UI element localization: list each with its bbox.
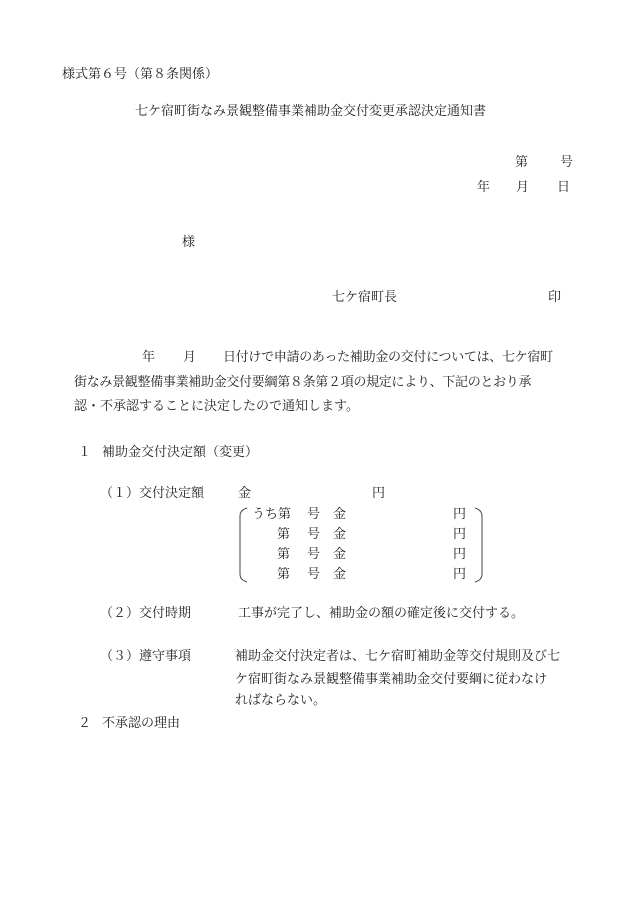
breakdown-kin: 金 <box>333 567 347 582</box>
item1-yen: 円 <box>372 486 386 501</box>
body-line-3: 認・不承認することに決定したので通知します。 <box>74 399 359 414</box>
breakdown-go: 号 <box>307 527 321 542</box>
number-go: 号 <box>560 155 574 170</box>
date-day: 日 <box>557 180 571 195</box>
breakdown-yen: 円 <box>453 527 467 542</box>
breakdown-kin: 金 <box>333 527 347 542</box>
item2-text: 工事が完了し、補助金の額の確定後に交付する。 <box>238 606 525 621</box>
breakdown-go: 号 <box>307 507 321 522</box>
item1-kin: 金 <box>238 486 252 501</box>
section1-heading: 補助金交付決定額（変更） <box>102 445 259 460</box>
body-month: 月 <box>183 350 197 365</box>
body-line-1: 日付けで申請のあった補助金の交付については、七ケ宿町 <box>223 350 553 365</box>
item2-label: （２）交付時期 <box>100 606 192 621</box>
issuer-name: 七ケ宿町長 <box>332 290 398 305</box>
number-dai: 第 <box>515 155 529 170</box>
body-line-2: 街なみ景観整備事業補助金交付要綱第８条第２項の規定により、下記のとおり承 <box>74 375 532 390</box>
breakdown-yen: 円 <box>453 507 467 522</box>
item3-line-1: 補助金交付決定者は、七ケ宿町補助金等交付規則及び七 <box>235 649 561 664</box>
date-month: 月 <box>516 180 530 195</box>
addressee-suffix: 様 <box>182 235 196 250</box>
breakdown-kin: 金 <box>333 507 347 522</box>
breakdown-yen: 円 <box>453 547 467 562</box>
document-title: 七ケ宿町街なみ景観整備事業補助金交付変更承認決定通知書 <box>135 104 487 119</box>
item3-label: （３）遵守事項 <box>100 649 192 664</box>
form-label: 様式第６号（第８条関係） <box>62 67 219 82</box>
item3-line-2: ケ宿町街なみ景観整備事業補助金交付要綱に従わなけ <box>235 672 548 687</box>
section2-number: ２ <box>78 716 92 731</box>
breakdown-prefix: 第 <box>277 527 291 542</box>
body-year: 年 <box>142 350 156 365</box>
seal-mark: 印 <box>548 290 562 305</box>
breakdown-go: 号 <box>307 547 321 562</box>
section1-number: １ <box>78 445 92 460</box>
breakdown-go: 号 <box>307 567 321 582</box>
date-year: 年 <box>477 180 491 195</box>
breakdown-kin: 金 <box>333 547 347 562</box>
breakdown-yen: 円 <box>453 567 467 582</box>
breakdown-prefix: 第 <box>277 547 291 562</box>
item3-line-3: ればならない。 <box>235 693 327 708</box>
item1-label: （１）交付決定額 <box>100 486 205 501</box>
breakdown-prefix: うち第 <box>252 507 292 522</box>
breakdown-prefix: 第 <box>277 567 291 582</box>
section2-heading: 不承認の理由 <box>102 716 181 731</box>
